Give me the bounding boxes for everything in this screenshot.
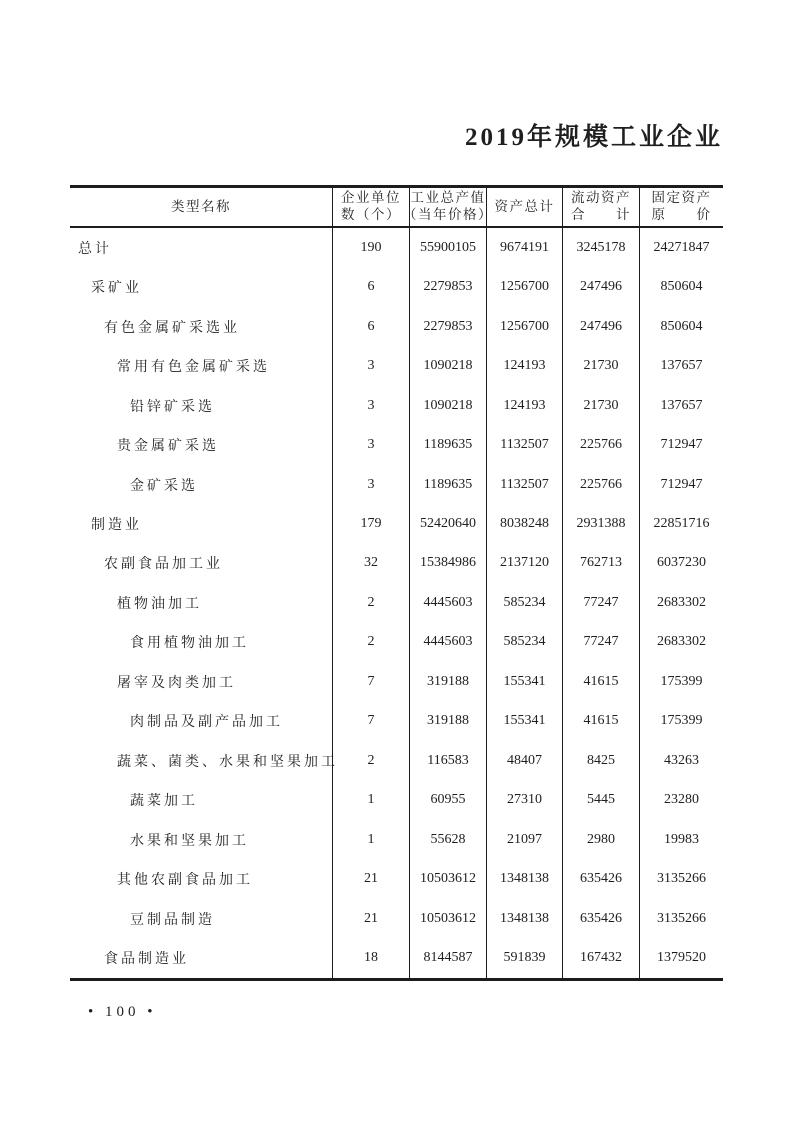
table-row bbox=[70, 544, 723, 583]
table-row-grid bbox=[70, 820, 723, 859]
cell-value: 319188 bbox=[410, 662, 487, 701]
cell-value: 23280 bbox=[664, 792, 699, 808]
cell-value: 1379520 bbox=[657, 950, 706, 966]
column-header-line: 数（个） bbox=[341, 207, 401, 222]
cell-value: 137657 bbox=[660, 397, 703, 413]
cell-value: 41615 bbox=[563, 702, 640, 741]
cell-value: 21 bbox=[333, 899, 410, 938]
row-label: 制造业 bbox=[70, 504, 333, 543]
cell-value: 2 bbox=[333, 583, 410, 622]
cell-value: 247496 bbox=[563, 267, 640, 306]
cell-value: 175399 bbox=[660, 713, 703, 729]
cell-value: 43263 bbox=[664, 752, 699, 768]
cell-value: 2683302 bbox=[657, 594, 706, 610]
row-label: 水果和坚果加工 bbox=[70, 820, 333, 859]
table-row bbox=[70, 583, 723, 622]
cell-value: 6037230 bbox=[657, 555, 706, 571]
page-number: • 100 • bbox=[88, 1004, 157, 1020]
cell-value: 22851716 bbox=[653, 516, 710, 532]
cell-value: 4445603 bbox=[410, 583, 487, 622]
cell-value: 585234 bbox=[487, 583, 563, 622]
cell-value: 167432 bbox=[563, 938, 640, 977]
cell-value: 247496 bbox=[563, 307, 640, 346]
table-row bbox=[70, 504, 723, 543]
table-row-grid bbox=[70, 702, 723, 741]
row-label: 蔬菜加工 bbox=[70, 781, 333, 820]
cell-value: 850604 bbox=[660, 318, 703, 334]
row-label: 农副食品加工业 bbox=[70, 544, 333, 583]
column-header-gross-output-value bbox=[403, 188, 493, 226]
table-body bbox=[70, 228, 723, 978]
cell-value: 124193 bbox=[487, 386, 563, 425]
cell-value: 15384986 bbox=[410, 544, 487, 583]
cell-value: 1090218 bbox=[410, 346, 487, 385]
table-row-grid bbox=[70, 386, 723, 425]
column-header-fixed-assets-original-price bbox=[640, 188, 723, 226]
cell-value: 7 bbox=[333, 702, 410, 741]
cell-value: 116583 bbox=[410, 741, 487, 780]
cell-value: 21730 bbox=[563, 346, 640, 385]
table-row-grid bbox=[70, 228, 723, 267]
table-row-grid bbox=[70, 860, 723, 899]
table-row-grid bbox=[70, 425, 723, 464]
cell-value: 1256700 bbox=[487, 307, 563, 346]
cell-value: 21097 bbox=[487, 820, 563, 859]
cell-value: 27310 bbox=[487, 781, 563, 820]
cell-value: 6 bbox=[333, 267, 410, 306]
cell-value: 124193 bbox=[487, 346, 563, 385]
table-row bbox=[70, 346, 723, 385]
row-label: 采矿业 bbox=[70, 267, 333, 306]
cell-value: 55900105 bbox=[410, 228, 487, 267]
cell-value: 77247 bbox=[563, 583, 640, 622]
column-header-enterprise-units bbox=[333, 188, 410, 226]
cell-value: 10503612 bbox=[410, 860, 487, 899]
row-label: 贵金属矿采选 bbox=[70, 425, 333, 464]
table-row-grid bbox=[70, 899, 723, 938]
row-label: 植物油加工 bbox=[70, 583, 333, 622]
cell-value: 8038248 bbox=[487, 504, 563, 543]
cell-value: 850604 bbox=[660, 279, 703, 295]
cell-value: 3 bbox=[333, 425, 410, 464]
column-header-line: （当年价格） bbox=[403, 207, 493, 222]
cell-value: 2 bbox=[333, 623, 410, 662]
column-header-line: 固定资产 bbox=[651, 190, 712, 206]
column-header-total-assets bbox=[487, 188, 563, 226]
row-label: 其他农副食品加工 bbox=[70, 860, 333, 899]
column-header-line: 流动资产 bbox=[571, 190, 631, 206]
table-row bbox=[70, 228, 723, 267]
table-header bbox=[70, 188, 723, 228]
cell-value: 60955 bbox=[410, 781, 487, 820]
cell-value: 19983 bbox=[664, 831, 699, 847]
cell-value: 3135266 bbox=[657, 871, 706, 887]
table-row-grid bbox=[70, 504, 723, 543]
column-header-current-assets-total bbox=[563, 188, 640, 226]
cell-value: 137657 bbox=[660, 358, 703, 374]
table-row bbox=[70, 860, 723, 899]
table-row-grid bbox=[70, 267, 723, 306]
cell-value: 179 bbox=[333, 504, 410, 543]
table-row-grid bbox=[70, 781, 723, 820]
column-header-line: 类型名称 bbox=[171, 198, 231, 214]
cell-value: 2137120 bbox=[487, 544, 563, 583]
table-row bbox=[70, 307, 723, 346]
table-row bbox=[70, 899, 723, 938]
cell-value: 1256700 bbox=[487, 267, 563, 306]
cell-value: 225766 bbox=[563, 465, 640, 504]
table-row bbox=[70, 267, 723, 306]
cell-value: 155341 bbox=[487, 702, 563, 741]
table-row bbox=[70, 465, 723, 504]
cell-value: 3 bbox=[333, 465, 410, 504]
cell-value: 6 bbox=[333, 307, 410, 346]
cell-value: 3 bbox=[333, 346, 410, 385]
cell-value: 2931388 bbox=[563, 504, 640, 543]
cell-value: 635426 bbox=[563, 860, 640, 899]
cell-value: 2683302 bbox=[657, 634, 706, 650]
column-header-line: 资产总计 bbox=[494, 198, 555, 214]
row-label: 屠宰及肉类加工 bbox=[70, 662, 333, 701]
cell-value: 190 bbox=[333, 228, 410, 267]
industry-statistics-table bbox=[70, 185, 723, 981]
row-label: 金矿采选 bbox=[70, 465, 333, 504]
cell-value: 175399 bbox=[660, 673, 703, 689]
table-row-grid bbox=[70, 583, 723, 622]
cell-value: 225766 bbox=[563, 425, 640, 464]
column-header-line: 工业总产值 bbox=[410, 190, 486, 206]
row-label: 有色金属矿采选业 bbox=[70, 307, 333, 346]
cell-value: 9674191 bbox=[487, 228, 563, 267]
column-header-line: 合 计 bbox=[571, 207, 631, 222]
table-row bbox=[70, 820, 723, 859]
cell-value: 1189635 bbox=[410, 425, 487, 464]
cell-value: 712947 bbox=[660, 437, 703, 453]
table-row bbox=[70, 425, 723, 464]
cell-value: 1 bbox=[333, 820, 410, 859]
table-row bbox=[70, 662, 723, 701]
cell-value: 77247 bbox=[563, 623, 640, 662]
column-header-line: 原 价 bbox=[651, 207, 712, 222]
cell-value: 1 bbox=[333, 781, 410, 820]
cell-value: 591839 bbox=[487, 938, 563, 977]
row-label: 常用有色金属矿采选 bbox=[70, 346, 333, 385]
table-header-row bbox=[70, 188, 723, 226]
table-row-grid bbox=[70, 741, 723, 780]
table-row bbox=[70, 938, 723, 977]
cell-value: 762713 bbox=[563, 544, 640, 583]
table-row-grid bbox=[70, 465, 723, 504]
cell-value: 1090218 bbox=[410, 386, 487, 425]
cell-value: 635426 bbox=[563, 899, 640, 938]
table-row-grid bbox=[70, 307, 723, 346]
cell-value: 52420640 bbox=[410, 504, 487, 543]
cell-value: 155341 bbox=[487, 662, 563, 701]
cell-value: 4445603 bbox=[410, 623, 487, 662]
cell-value: 1348138 bbox=[487, 899, 563, 938]
cell-value: 1132507 bbox=[487, 465, 563, 504]
table-row bbox=[70, 741, 723, 780]
table-row-grid bbox=[70, 662, 723, 701]
table-row bbox=[70, 623, 723, 662]
cell-value: 2279853 bbox=[410, 267, 487, 306]
cell-value: 18 bbox=[333, 938, 410, 977]
cell-value: 319188 bbox=[410, 702, 487, 741]
cell-value: 585234 bbox=[487, 623, 563, 662]
row-label: 肉制品及副产品加工 bbox=[70, 702, 333, 741]
cell-value: 41615 bbox=[563, 662, 640, 701]
table-row bbox=[70, 386, 723, 425]
cell-value: 712947 bbox=[660, 476, 703, 492]
cell-value: 48407 bbox=[487, 741, 563, 780]
cell-value: 1189635 bbox=[410, 465, 487, 504]
row-label: 食用植物油加工 bbox=[70, 623, 333, 662]
cell-value: 3135266 bbox=[657, 910, 706, 926]
table-row bbox=[70, 702, 723, 741]
row-label: 蔬菜、菌类、水果和坚果加工 bbox=[70, 741, 333, 780]
cell-value: 7 bbox=[333, 662, 410, 701]
cell-value: 3245178 bbox=[563, 228, 640, 267]
cell-value: 1348138 bbox=[487, 860, 563, 899]
cell-value: 2279853 bbox=[410, 307, 487, 346]
table-row-grid bbox=[70, 938, 723, 977]
column-header-type-name bbox=[70, 188, 333, 226]
cell-value: 3 bbox=[333, 386, 410, 425]
column-header-line: 企业单位 bbox=[341, 190, 401, 206]
cell-value: 21 bbox=[333, 860, 410, 899]
cell-value: 5445 bbox=[563, 781, 640, 820]
cell-value: 8425 bbox=[563, 741, 640, 780]
page-title: 2019年规模工业企业 bbox=[464, 124, 723, 151]
cell-value: 24271847 bbox=[653, 239, 710, 255]
table-row-grid bbox=[70, 346, 723, 385]
cell-value: 32 bbox=[333, 544, 410, 583]
cell-value: 10503612 bbox=[410, 899, 487, 938]
table-row-grid bbox=[70, 544, 723, 583]
cell-value: 21730 bbox=[563, 386, 640, 425]
row-label: 铅锌矿采选 bbox=[70, 386, 333, 425]
table-row-grid bbox=[70, 623, 723, 662]
cell-value: 55628 bbox=[410, 820, 487, 859]
row-label: 食品制造业 bbox=[70, 938, 333, 977]
cell-value: 2 bbox=[333, 741, 410, 780]
table-row bbox=[70, 781, 723, 820]
cell-value: 8144587 bbox=[410, 938, 487, 977]
cell-value: 2980 bbox=[563, 820, 640, 859]
cell-value: 1132507 bbox=[487, 425, 563, 464]
row-label: 豆制品制造 bbox=[70, 899, 333, 938]
row-label: 总计 bbox=[70, 228, 333, 267]
